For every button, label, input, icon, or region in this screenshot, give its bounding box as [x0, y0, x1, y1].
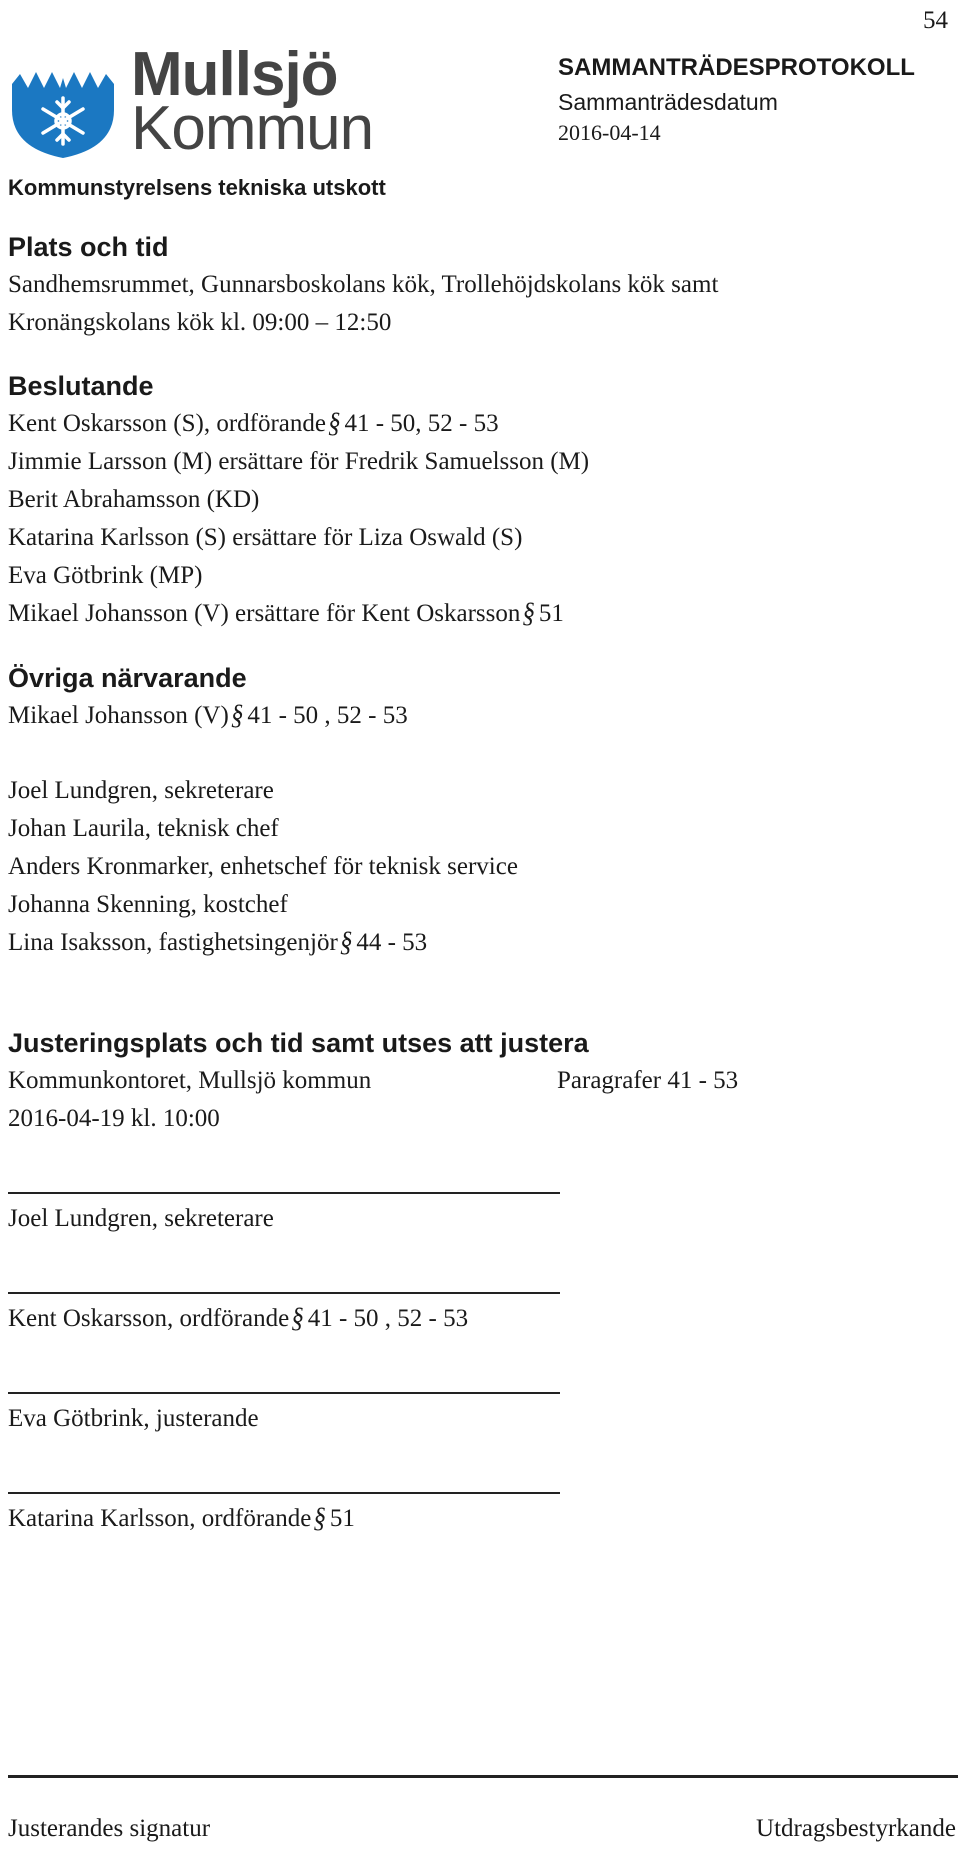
- others-present-heading: Övriga närvarande: [8, 663, 247, 693]
- signature-line: [8, 1392, 560, 1394]
- staff-row: [8, 924, 518, 962]
- adjustment-heading: Justeringsplats och tid samt utses att justera: [8, 1028, 589, 1058]
- meeting-date: 2016-04-14: [558, 120, 661, 145]
- staff-row: [8, 848, 518, 886]
- document-type: SAMMANTRÄDESPROTOKOLL: [558, 54, 915, 81]
- signature-line: [8, 1492, 560, 1494]
- member-paragraphs: 41 - 50, 52 - 53: [344, 410, 499, 437]
- member-row: [8, 443, 589, 481]
- footer-certification-label: Utdragsbestyrkande: [756, 1815, 956, 1842]
- signature-line: [8, 1192, 560, 1194]
- paragraph-sign-icon: §: [291, 1302, 304, 1334]
- signature-name: Eva Götbrink, justerande: [8, 1405, 259, 1432]
- staff-name: Lina Isaksson, fastighetsingenjör: [8, 929, 338, 956]
- signature-paragraphs: 41 - 50 , 52 - 53: [307, 1305, 469, 1332]
- decision-makers-heading: Beslutande: [8, 371, 154, 401]
- staff-row: [8, 886, 518, 924]
- member-name: Jimmie Larsson (M) ersättare för Fredrik Samuelsson (M): [8, 448, 590, 475]
- member-name: Mikael Johansson (V) ersättare för Kent Oskarsson: [8, 600, 521, 627]
- signature-paragraphs: 51: [329, 1505, 355, 1532]
- member-row: [8, 595, 589, 633]
- member-row: [8, 481, 589, 519]
- logo-word-kommun: Kommun: [131, 94, 374, 163]
- adjustment-time: 2016-04-19 kl. 10:00: [8, 1105, 220, 1132]
- signature-row: [8, 1300, 468, 1338]
- place-line: Sandhemsrummet, Gunnarsboskolans kök, Trollehöjdskolans kök samt: [8, 271, 719, 298]
- paragraph-sign-icon: §: [339, 926, 353, 958]
- member-name: Eva Götbrink (MP): [8, 562, 203, 589]
- person-paragraphs: 41 - 50 , 52 - 53: [247, 702, 408, 729]
- signature-name: Katarina Karlsson, ordförande: [8, 1505, 312, 1532]
- staff-name: Joel Lundgren, sekreterare: [8, 777, 274, 804]
- decision-makers-list: [8, 405, 589, 633]
- member-name: Katarina Karlsson (S) ersättare för Liza Oswald (S): [8, 524, 523, 551]
- page-number: 54: [923, 7, 948, 34]
- signature-line: [8, 1292, 560, 1294]
- logo-word-mullsjo: Mullsjö: [131, 40, 338, 109]
- municipality-logo: [8, 40, 374, 163]
- adjustment-place: Kommunkontoret, Mullsjö kommun: [8, 1067, 372, 1094]
- place-heading: Plats och tid: [8, 232, 169, 262]
- staff-paragraphs: 44 - 53: [356, 929, 428, 956]
- meeting-date-label: Sammanträdesdatum: [558, 89, 778, 115]
- member-row: [8, 557, 589, 595]
- others-present-first: [8, 697, 408, 735]
- adjustment-paragraphs: Paragrafer 41 - 53: [557, 1067, 739, 1094]
- staff-row: [8, 772, 518, 810]
- member-name: Berit Abrahamsson (KD): [8, 486, 260, 513]
- staff-name: Anders Kronmarker, enhetschef för teknisk service: [8, 853, 518, 880]
- staff-list: [8, 772, 518, 962]
- committee-name: Kommunstyrelsens tekniska utskott: [8, 175, 386, 200]
- paragraph-sign-icon: §: [230, 699, 244, 731]
- signature-row: [8, 1500, 355, 1538]
- staff-name: Johan Laurila, teknisk chef: [8, 815, 279, 842]
- person-name: Mikael Johansson (V): [8, 702, 229, 729]
- member-row: [8, 405, 589, 443]
- member-name: Kent Oskarsson (S), ordförande: [8, 410, 326, 437]
- member-row: [8, 519, 589, 557]
- coat-of-arms-icon: [8, 48, 118, 160]
- paragraph-sign-icon: §: [313, 1502, 326, 1534]
- signature-name: Joel Lundgren, sekreterare: [8, 1205, 274, 1232]
- paragraph-sign-icon: §: [522, 597, 535, 629]
- signature-name: Kent Oskarsson, ordförande: [8, 1305, 290, 1332]
- staff-row: [8, 810, 518, 848]
- place-lines: [8, 266, 718, 342]
- footer-signature-label: Justerandes signatur: [8, 1815, 211, 1842]
- member-paragraphs: 51: [538, 600, 564, 627]
- place-line: Kronängskolans kök kl. 09:00 – 12:50: [8, 309, 392, 336]
- paragraph-sign-icon: §: [327, 407, 341, 439]
- staff-name: Johanna Skenning, kostchef: [8, 891, 288, 918]
- footer-divider: [8, 1775, 958, 1778]
